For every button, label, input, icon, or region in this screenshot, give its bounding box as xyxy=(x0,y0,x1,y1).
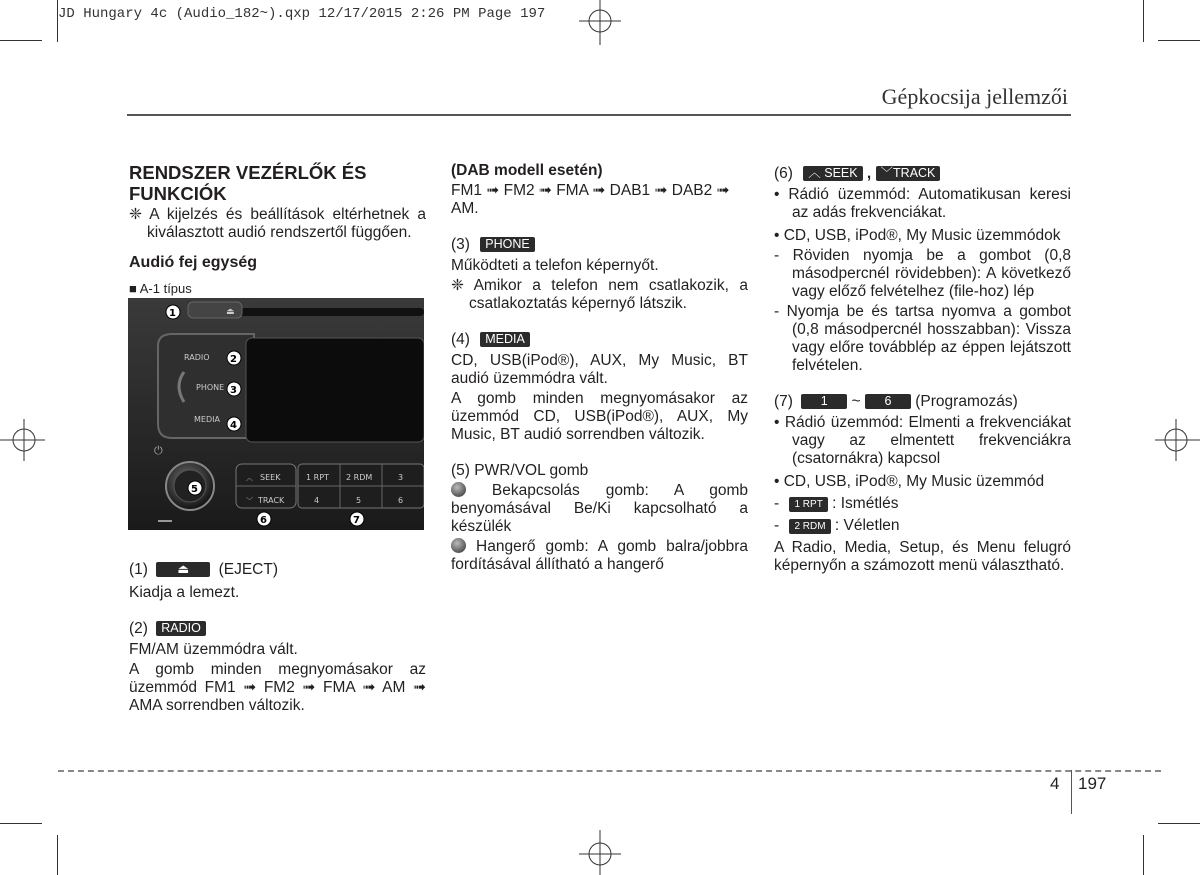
item-1-number: (1) xyxy=(129,561,148,578)
phone-key: PHONE xyxy=(480,237,534,252)
item-1-label: (EJECT) xyxy=(218,561,278,578)
item-6-heading xyxy=(774,165,1071,183)
registration-mark-bottom xyxy=(575,830,625,875)
final-note: A Radio, Media, Setup, és Menu felugró képernyőn a számozott menü választható. xyxy=(774,539,1071,574)
dab-sequence: FM1 ➟ FM2 ➟ FMA ➟ DAB1 ➟ DAB2 ➟ AM. xyxy=(451,182,730,217)
preset-6-key: 6 xyxy=(865,394,911,409)
knob-icon xyxy=(451,538,466,553)
main-title-line1: RENDSZER VEZÉRLŐK ÉS xyxy=(129,162,367,183)
item-7-heading xyxy=(774,393,1071,411)
note: ❈ A kijelzés és beállítások eltérhetnek a kiválasztott audió rendszertől függően. xyxy=(129,206,426,241)
item-7-tilde: ~ xyxy=(851,393,861,410)
print-header: JD Hungary 4c (Audio_182~).qxp 12/17/2015 2:26 PM Page 197 xyxy=(58,6,546,22)
item-4-heading xyxy=(451,331,748,349)
registration-mark-right xyxy=(1155,415,1200,465)
photo-preset-3: 3 xyxy=(398,473,404,482)
item-4-number: (4) xyxy=(451,331,470,348)
photo-preset-6: 6 xyxy=(398,496,404,505)
callout-1: 1 xyxy=(169,308,176,319)
crop-mark xyxy=(1143,835,1144,875)
item-5-desc1 xyxy=(451,482,748,536)
item-1-desc: Kiadja a lemezt. xyxy=(129,584,240,601)
item-6-dash-2-text: Nyomja be és tartsa nyomva a gombot (0,8 másodpercnél hosszabban): Vissza vagy előre továbblép az éppen lejátszott felvételen. xyxy=(786,303,1071,374)
subtitle: Audió fej egység xyxy=(129,254,258,271)
item-3-note: ❈ Amikor a telefon nem csatlakozik, a csatlakoztatás képernyő látszik. xyxy=(451,277,748,312)
photo-phone-label: PHONE xyxy=(196,383,225,392)
photo-track-label: TRACK xyxy=(258,496,285,505)
item-6-separator: , xyxy=(866,165,872,182)
item-2-heading xyxy=(129,620,426,638)
item-7-bullet-1: • Rádió üzemmód: Elmenti a frekvenciákat vagy az elmentett frekvenciákra (csatornákra) kapcsol xyxy=(774,414,1071,467)
callout-6: 6 xyxy=(260,515,267,526)
rdm-key: 2 RDM xyxy=(789,519,830,534)
item-6-bullet-2: • CD, USB, iPod®, My Music üzemmódok xyxy=(774,227,1061,244)
item-6-bullet-2-text: CD, USB, iPod®, My Music üzemmódok xyxy=(783,227,1061,244)
item-5-heading: (5) PWR/VOL gomb xyxy=(451,462,589,479)
photo-preset-4: 4 xyxy=(314,496,320,505)
callout-4: 4 xyxy=(230,420,237,431)
item-5-desc2 xyxy=(451,538,748,574)
item-4-desc1: CD, USB(iPod®), AUX, My Music, BT audió üzemmódra vált. xyxy=(451,352,748,387)
section-title: Gépkocsija jellemzői xyxy=(881,84,1068,109)
item-5-desc1-text: Bekapcsolás gomb: A gomb benyomásával Be/Ki kapcsolható a készülék xyxy=(451,482,748,535)
audio-head-unit-photo xyxy=(128,298,424,530)
main-title-line2: FUNKCIÓK xyxy=(129,183,227,204)
item-6-dash-1: - Röviden nyomja be a gombot (0,8 másodpercnél rövidebben): A következő vagy előző felvételhez (file-hoz) lép xyxy=(774,247,1072,300)
crop-mark xyxy=(1158,823,1200,824)
chapter-number: 4 xyxy=(1050,774,1060,793)
page-number: 197 xyxy=(1078,774,1107,793)
head-unit-illustration xyxy=(128,298,424,530)
radio-key: RADIO xyxy=(156,621,206,636)
item-2-desc2: A gomb minden megnyomásakor az üzemmód FM1 ➟ FM2 ➟ FMA ➟ AM ➟ AMA sorrendben változik. xyxy=(129,661,426,714)
item-6-number: (6) xyxy=(774,165,793,182)
crop-mark xyxy=(0,40,42,41)
photo-radio-label: RADIO xyxy=(184,353,210,362)
rpt-key: 1 RPT xyxy=(789,497,827,512)
item-6-bullet-1-text: Rádió üzemmód: Automatikusan keresi az adás frekvenciákat. xyxy=(788,186,1071,221)
callout-7: 7 xyxy=(353,515,360,526)
item-7-bullet-2-text: CD, USB, iPod®, My Music üzemmód xyxy=(783,473,1045,490)
item-2-number: (2) xyxy=(129,620,148,637)
column-1 xyxy=(129,162,426,298)
item-3-heading xyxy=(451,236,748,254)
crop-mark xyxy=(1143,0,1144,42)
eject-key: ⏏ xyxy=(156,562,210,577)
photo-preset-1: 1 RPT xyxy=(306,473,329,482)
header-rule xyxy=(127,114,1071,116)
item-7-label: (Programozás) xyxy=(915,393,1018,410)
photo-media-label: MEDIA xyxy=(194,415,220,424)
photo-seek-label: SEEK xyxy=(260,473,281,482)
item-5-desc2-text: Hangerő gomb: A gomb balra/jobbra fordításával állítható a hangerő xyxy=(451,538,748,573)
column-2 xyxy=(451,162,748,574)
svg-text:⏻: ⏻ xyxy=(154,444,163,457)
rpt-label: : Ismétlés xyxy=(832,495,899,512)
svg-text:﹀: ﹀ xyxy=(246,497,253,505)
footer-divider xyxy=(1071,770,1072,814)
svg-text:︿: ︿ xyxy=(246,474,253,482)
svg-text:⏏: ⏏ xyxy=(226,307,235,317)
item-7-bullet-1-text: Rádió üzemmód: Elmenti a frekvenciákat vagy az elmentett frekvenciákra (csatornákra) kapcsol xyxy=(784,414,1071,467)
column-3 xyxy=(774,165,1071,575)
callout-2: 2 xyxy=(230,354,237,365)
dab-heading: (DAB modell esetén) xyxy=(451,162,603,179)
seek-key: ︿ SEEK xyxy=(803,166,862,181)
crop-mark xyxy=(1158,40,1200,41)
item-3-number: (3) xyxy=(451,236,470,253)
column-1-lower xyxy=(129,561,426,715)
crop-mark xyxy=(57,835,58,875)
callout-5: 5 xyxy=(191,484,198,495)
item-1-heading xyxy=(129,561,426,579)
item-7-rpt: - 1 RPT : Ismétlés xyxy=(774,495,899,512)
item-7-bullet-2: • CD, USB, iPod®, My Music üzemmód xyxy=(774,473,1045,490)
media-key: MEDIA xyxy=(480,332,530,347)
callout-3: 3 xyxy=(230,385,237,396)
rdm-label: : Véletlen xyxy=(834,517,900,534)
preset-1-key: 1 xyxy=(801,394,847,409)
crop-mark xyxy=(0,823,42,824)
type-label: ■ A-1 típus xyxy=(129,281,192,296)
item-6-dash-2: - Nyomja be és tartsa nyomva a gombot (0,8 másodpercnél hosszabban): Vissza vagy előre továbblép az éppen lejátszott felvételen. xyxy=(774,303,1071,374)
photo-preset-2: 2 RDM xyxy=(346,473,373,482)
item-7-number: (7) xyxy=(774,393,793,410)
photo-preset-5: 5 xyxy=(356,496,362,505)
track-key: ﹀TRACK xyxy=(876,166,941,181)
item-4-desc2: A gomb minden megnyomásakor az üzemmód CD, USB(iPod®), AUX, My Music, BT audió sorrendben változik. xyxy=(451,390,748,443)
item-6-bullet-1: • Rádió üzemmód: Automatikusan keresi az adás frekvenciákat. xyxy=(774,186,1071,221)
item-3-desc: Működteti a telefon képernyőt. xyxy=(451,257,659,274)
footer-rule xyxy=(58,770,1161,772)
registration-mark-left xyxy=(0,415,45,465)
knob-icon xyxy=(451,482,466,497)
item-6-dash-1-text: Röviden nyomja be a gombot (0,8 másodpercnél rövidebben): A következő vagy előző felvételhez (file-hoz) lép xyxy=(792,247,1072,300)
item-2-desc1: FM/AM üzemmódra vált. xyxy=(129,641,298,658)
registration-mark-top xyxy=(575,0,625,45)
item-7-rdm: - 2 RDM : Véletlen xyxy=(774,517,900,534)
